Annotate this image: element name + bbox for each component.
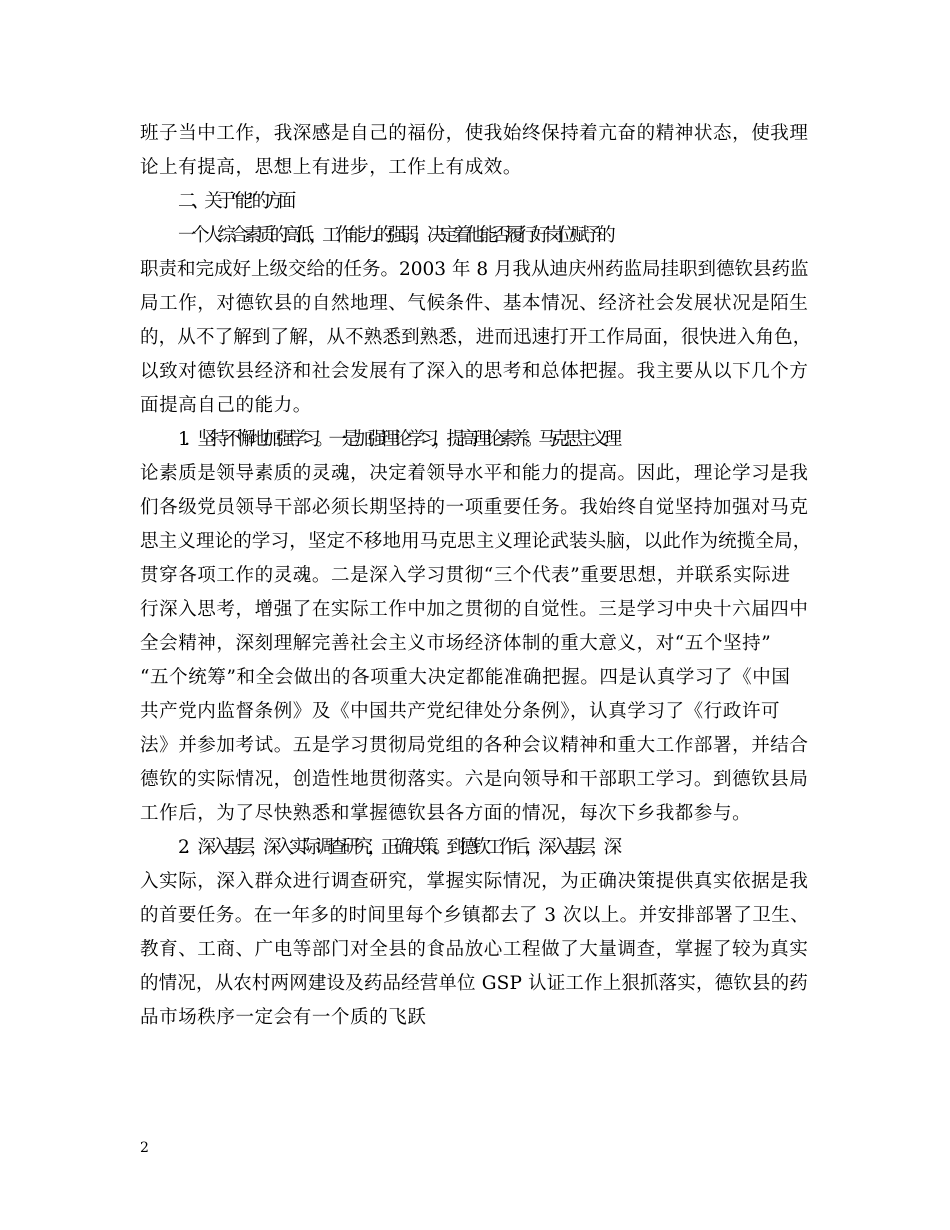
page-number: 2 bbox=[140, 1140, 149, 1156]
text-line: 的，从不了解到了解，从不熟悉到熟悉，进而迅速打开工作局面，很快进入角色， bbox=[140, 327, 812, 348]
text-line: 贯穿各项工作的灵魂。二是深入学习贯彻“三个代表”重要思想，并联系实际进 bbox=[140, 565, 791, 586]
text-line: 法》并参加考试。五是学习贯彻局党组的各种会议精神和重大工作部署，并结合 bbox=[140, 735, 809, 756]
text-line: 的情况，从农村两网建设及药品经营单位 GSP 认证工作上狠抓落实，德钦县的药 bbox=[140, 973, 808, 994]
text-line: 品市场秩序一定会有一个质的飞跃 bbox=[140, 1007, 427, 1028]
text-line: 班子当中工作，我深感是自己的福份，使我始终保持着亢奋的精神状态，使我理 bbox=[140, 123, 809, 144]
text-line: 职责和完成好上级交给的任务。2003 年 8 月我从迪庆州药监局挂职到德钦县药监 bbox=[140, 259, 809, 280]
text-line: 工作后，为了尽快熟悉和掌握德钦县各方面的情况，每次下乡我都参与。 bbox=[140, 803, 752, 824]
text-line: 论上有提高，思想上有进步，工作上有成效。 bbox=[140, 157, 523, 178]
text-line: 们各级党员领导干部必须长期坚持的一项重要任务。我始终自觉坚持加强对马克 bbox=[140, 497, 809, 518]
text-line: 1．坚持不懈地加强学习。一是加强理论学习，提高理论素养。马克思主义理 bbox=[178, 429, 617, 450]
text-line: 面提高自己的能力。 bbox=[140, 395, 312, 416]
text-line: 入实际，深入群众进行调查研究，掌握实际情况，为正确决策提供真实依据是我 bbox=[140, 871, 809, 892]
text-line: 共产党内监督条例》及《中国共产党纪律处分条例》，认真学习了《行政许可 bbox=[140, 701, 781, 722]
text-line: 全会精神，深刻理解完善社会主义市场经济体制的重大意义，对“五个坚持” bbox=[140, 633, 772, 654]
text-line: “五个统筹”和全会做出的各项重大决定都能准确把握。四是认真学习了《中国 bbox=[140, 667, 791, 688]
text-line: 教育、工商、广电等部门对全县的食品放心工程做了大量调查，掌握了较为真实 bbox=[140, 939, 809, 960]
text-line: 的首要任务。在一年多的时间里每个乡镇都去了 3 次以上。并安排部署了卫生、 bbox=[140, 905, 810, 926]
document-body bbox=[140, 117, 812, 1035]
text-line: 论素质是领导素质的灵魂，决定着领导水平和能力的提高。因此，理论学习是我 bbox=[140, 463, 809, 484]
text-line: 以致对德钦县经济和社会发展有了深入的思考和总体把握。我主要从以下几个方 bbox=[140, 361, 809, 382]
text-line: 思主义理论的学习，坚定不移地用马克思主义理论武装头脑，以此作为统揽全局， bbox=[140, 531, 812, 552]
text-line: 德钦的实际情况，创造性地贯彻落实。六是向领导和干部职工学习。到德钦县局 bbox=[140, 769, 809, 790]
text-line: 行深入思考，增强了在实际工作中加之贯彻的自觉性。三是学习中央十六届四中 bbox=[140, 599, 809, 620]
text-line: 2．深入基层，深入实际调查研究，正确决策。到德钦工作后，深入基层，深 bbox=[178, 837, 617, 858]
text-line: 一个人综合素质的高低，工作能力的强弱，决定着他能否履行好岗位赋予的 bbox=[178, 225, 611, 246]
text-line: 局工作，对德钦县的自然地理、气候条件、基本情况、经济社会发展状况是陌生 bbox=[140, 293, 809, 314]
text-line: 二、关于“能”的方面 bbox=[178, 191, 291, 212]
